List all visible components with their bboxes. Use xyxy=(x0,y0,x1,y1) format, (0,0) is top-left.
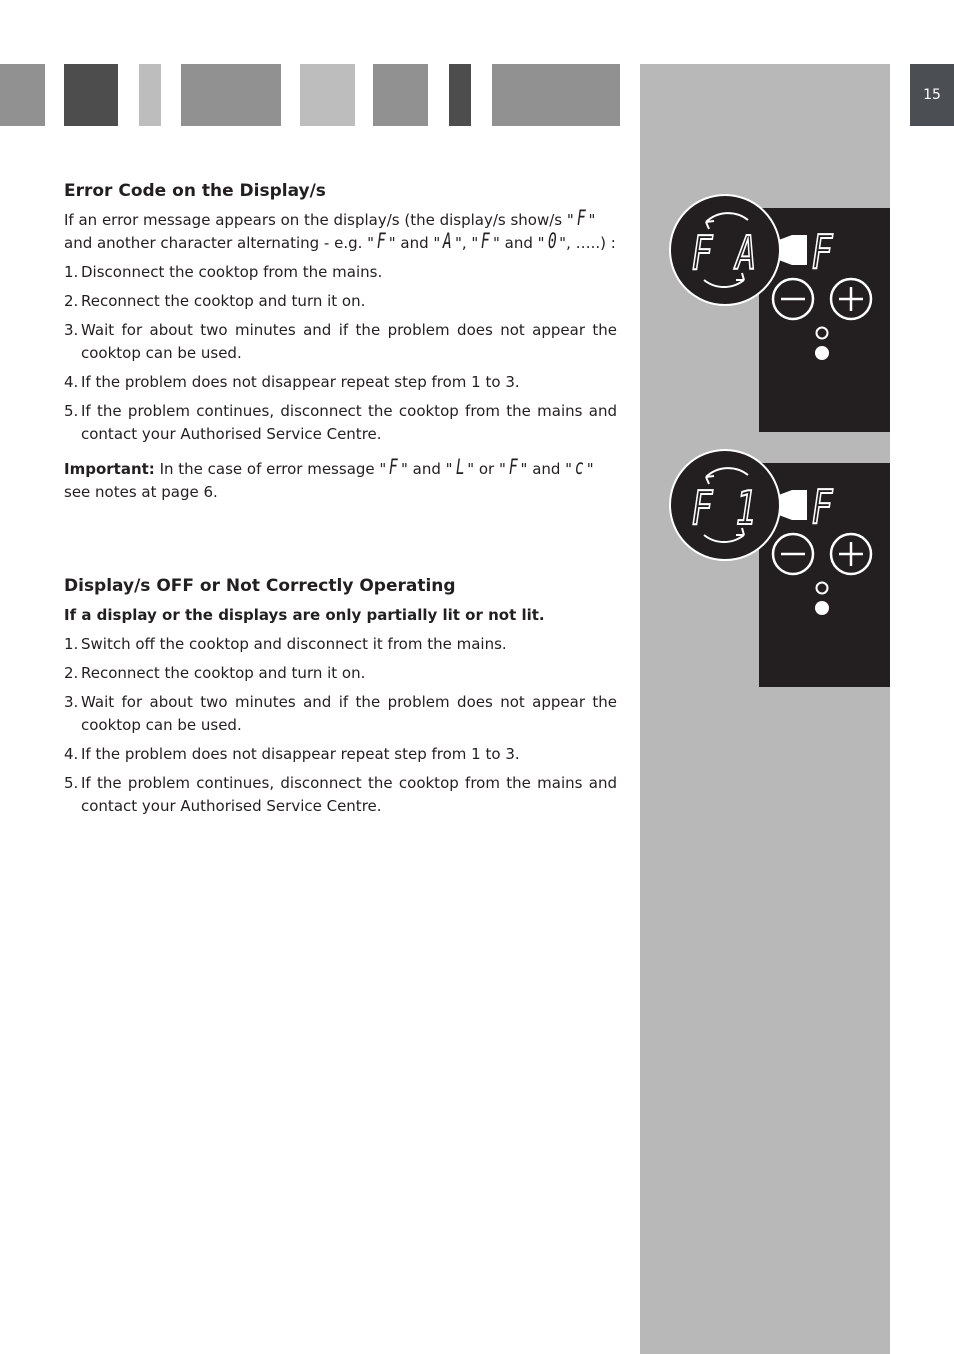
step-number: 3. xyxy=(64,693,79,711)
step-number: 2. xyxy=(64,292,79,310)
step-text: Reconnect the cooktop and turn it on. xyxy=(81,664,366,682)
zoom-circle xyxy=(670,195,780,305)
zoom-display-char: A xyxy=(735,226,757,281)
note-text: " and " xyxy=(400,460,453,478)
important-note xyxy=(64,455,617,504)
step-text: Wait for about two minutes and if the problem does not appear the cooktop can be used. xyxy=(81,693,617,734)
list-item xyxy=(64,319,617,365)
note-text: " and " xyxy=(520,460,573,478)
step-text: If the problem continues, disconnect the cooktop from the mains and contact your Authorised Service Centre. xyxy=(81,774,617,815)
list-item xyxy=(64,371,617,394)
step-number: 1. xyxy=(64,263,79,281)
list-item xyxy=(64,290,617,313)
display-char: F xyxy=(376,229,386,253)
zoom-display-char: 1 xyxy=(735,481,757,536)
display-char: F xyxy=(576,206,586,230)
important-label: Important: xyxy=(64,460,155,478)
step-number: 1. xyxy=(64,635,79,653)
step-number: 4. xyxy=(64,745,79,763)
step-text: Disconnect the cooktop from the mains. xyxy=(81,263,383,281)
header-bar-1 xyxy=(0,64,45,126)
list-item xyxy=(64,261,617,284)
indicator-light-on xyxy=(815,601,829,615)
page-number xyxy=(910,64,954,126)
list-item xyxy=(64,772,617,818)
display-char: A xyxy=(443,229,453,253)
zoom-circle xyxy=(670,450,780,560)
zoom-display-char: F xyxy=(691,226,713,281)
display-char: F xyxy=(481,229,491,253)
list-item xyxy=(64,633,617,656)
zoom-display-char: F xyxy=(691,481,713,536)
page-number-text: 15 xyxy=(923,87,941,103)
panel-display-char: F xyxy=(811,480,833,535)
header-bar-6 xyxy=(373,64,428,126)
panel-display-char: F xyxy=(811,225,833,280)
note-text: " see notes at page 6. xyxy=(64,460,594,501)
section-title-display-off: Display/s OFF or Not Correctly Operating xyxy=(64,576,456,596)
error-steps-list xyxy=(64,261,617,446)
header-bar-7 xyxy=(449,64,471,126)
step-number: 4. xyxy=(64,373,79,391)
step-number: 5. xyxy=(64,402,79,420)
step-text: If the problem does not disappear repeat step from 1 to 3. xyxy=(81,373,520,391)
indicator-light-on xyxy=(815,346,829,360)
intro-text: ", …..) : xyxy=(559,234,616,252)
section-display-off xyxy=(64,573,617,818)
step-text: If the problem does not disappear repeat step from 1 to 3. xyxy=(81,745,520,763)
header-bar-5 xyxy=(300,64,355,126)
note-text: " or " xyxy=(467,460,506,478)
step-text: If the problem continues, disconnect the cooktop from the mains and contact your Authorised Service Centre. xyxy=(81,402,617,443)
display-char: L xyxy=(455,455,465,479)
display-char: F xyxy=(508,455,518,479)
main-content xyxy=(64,178,617,818)
note-text: In the case of error message " xyxy=(159,460,387,478)
error-intro xyxy=(64,206,617,255)
intro-text: " and another character alternating - e.g. " xyxy=(64,211,596,252)
list-item xyxy=(64,691,617,737)
display-char: 0 xyxy=(547,229,557,253)
header-bar-3 xyxy=(139,64,161,126)
display-char: F xyxy=(389,455,399,479)
intro-text: " and " xyxy=(388,234,441,252)
display-char: c xyxy=(574,455,584,479)
display-steps-list xyxy=(64,633,617,818)
section-subtitle: If a display or the displays are only partially lit or not lit. xyxy=(64,606,545,624)
step-number: 5. xyxy=(64,774,79,792)
list-item xyxy=(64,743,617,766)
intro-text: ", " xyxy=(454,234,479,252)
intro-text: If an error message appears on the display/s (the display/s show/s " xyxy=(64,211,574,229)
list-item xyxy=(64,662,617,685)
section-title-error-code: Error Code on the Display/s xyxy=(64,181,326,201)
header-bar-2 xyxy=(64,64,118,126)
cooktop-illustration xyxy=(668,194,892,434)
header-bar-4 xyxy=(181,64,281,126)
step-text: Wait for about two minutes and if the problem does not appear the cooktop can be used. xyxy=(81,321,617,362)
cooktop-illustration xyxy=(668,449,892,689)
step-number: 2. xyxy=(64,664,79,682)
step-number: 3. xyxy=(64,321,79,339)
step-text: Reconnect the cooktop and turn it on. xyxy=(81,292,366,310)
list-item xyxy=(64,400,617,446)
intro-text: " and " xyxy=(492,234,545,252)
header-bar-8 xyxy=(492,64,620,126)
step-text: Switch off the cooktop and disconnect it from the mains. xyxy=(81,635,507,653)
